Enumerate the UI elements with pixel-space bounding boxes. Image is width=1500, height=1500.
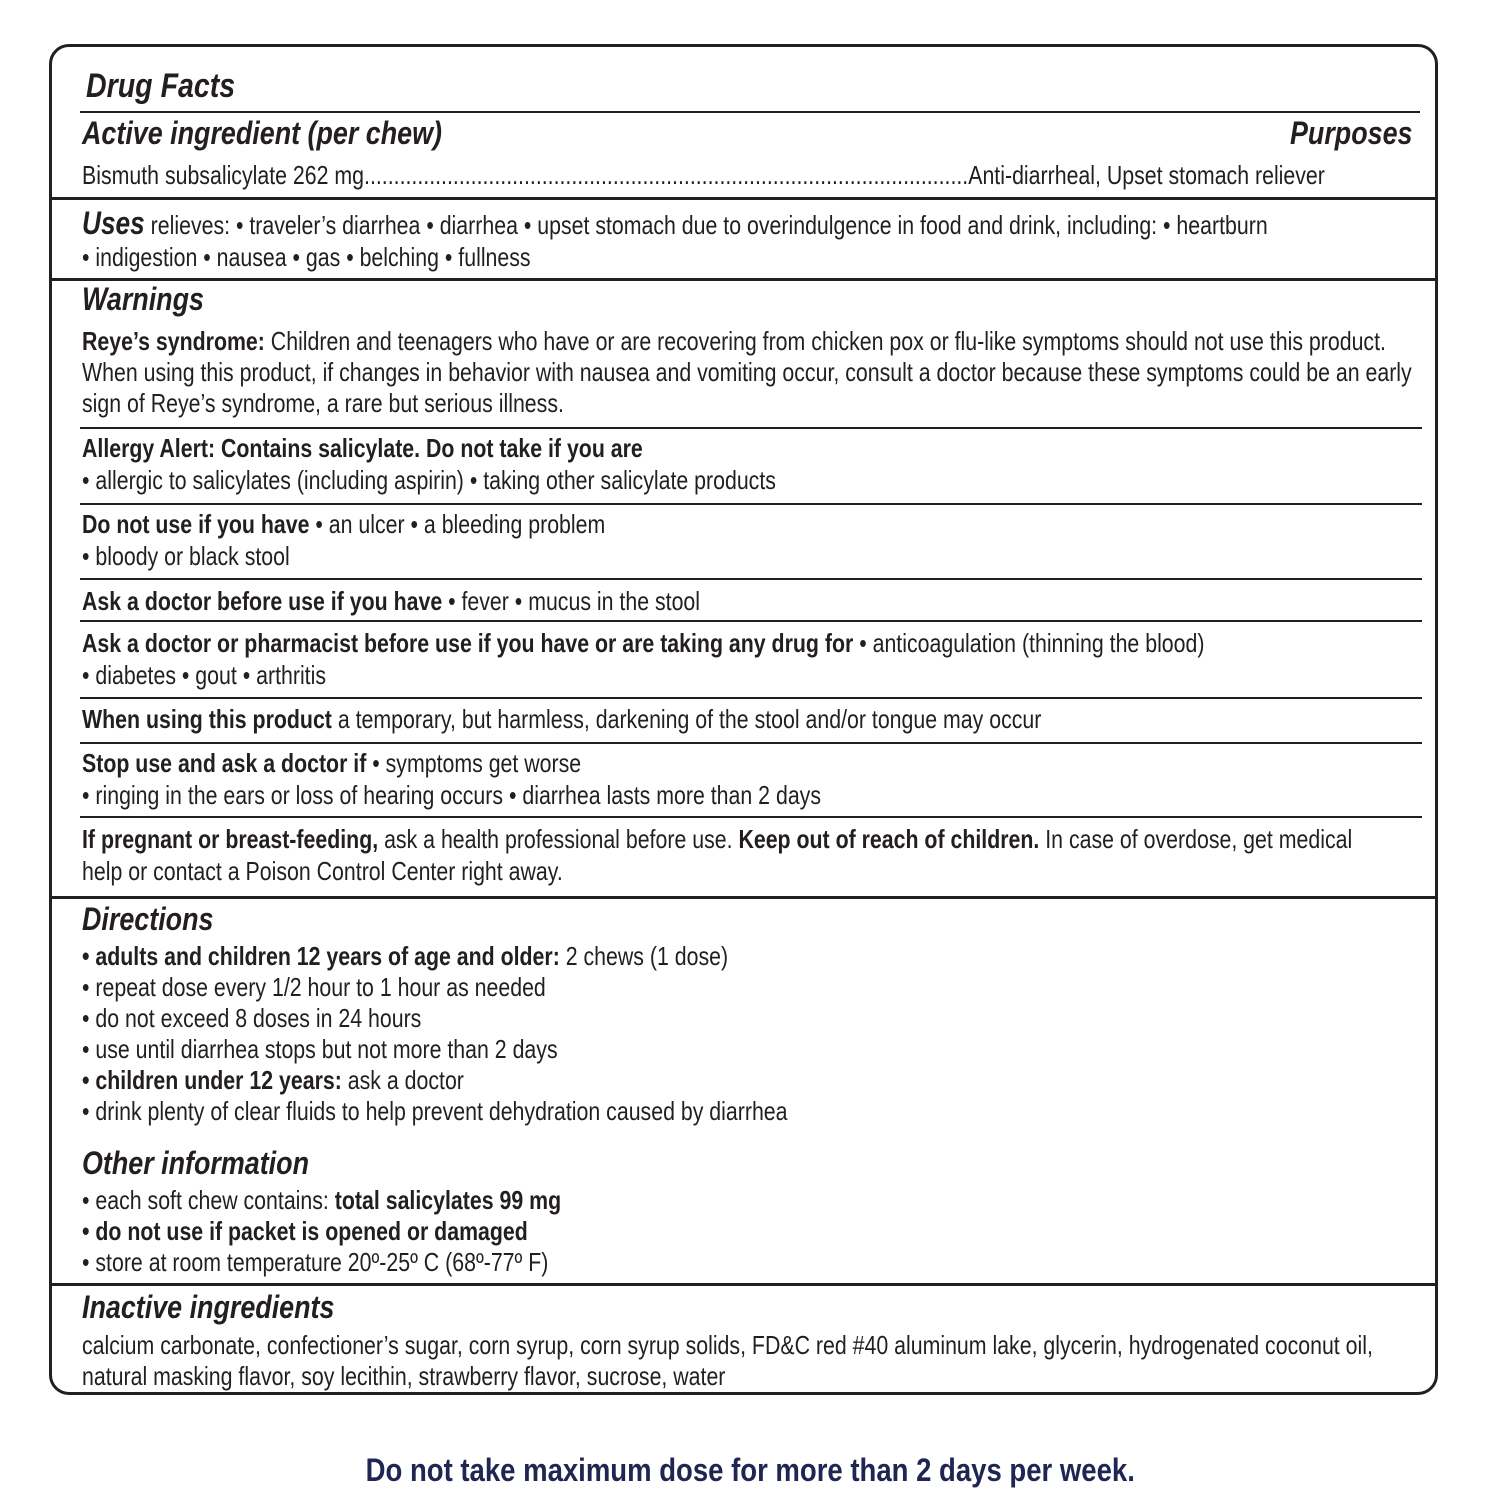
section-divider: [52, 1283, 1438, 1286]
directions-line-2: • repeat dose every 1/2 hour to 1 hour as needed: [82, 972, 546, 1002]
drug-facts-title: Drug Facts: [86, 67, 236, 105]
pregnant-line-2: help or contact a Poison Control Center right away.: [82, 856, 563, 886]
active-ingredient-row: [82, 162, 1325, 188]
warning-divider: [80, 816, 1422, 818]
stop-use-line-2: • ringing in the ears or loss of hearing occurs • diarrhea lasts more than 2 days: [82, 780, 821, 810]
allergy-alert-line-2: • allergic to salicylates (including aspirin) • taking other salicylate products: [82, 465, 776, 495]
do-not-use-line-2: • bloody or black stool: [82, 541, 290, 571]
section-divider: [52, 197, 1438, 200]
warning-divider: [80, 503, 1422, 505]
allergy-alert-line-1: Allergy Alert: Contains salicylate. Do not take if you are: [82, 433, 643, 463]
active-ingredient-name: Bismuth subsalicylate 262 mg: [82, 160, 365, 190]
warnings-heading: Warnings: [82, 281, 204, 317]
directions-line-4: • use until diarrhea stops but not more than 2 days: [82, 1034, 558, 1064]
inactive-ingredients-heading: Inactive ingredients: [82, 1289, 335, 1325]
reye-line-1: Reye’s syndrome: Children and teenagers who have or are recovering from chicken pox or flu-like symptoms should not use this product.: [82, 326, 1386, 356]
warning-divider: [80, 427, 1422, 429]
uses-line-2: • indigestion • nausea • gas • belching • fullness: [82, 242, 531, 272]
purposes-heading: Purposes: [1290, 115, 1413, 151]
inactive-ingredients-line-1: calcium carbonate, confectioner’s sugar, corn syrup, corn syrup solids, FD&C red #40 aluminum lake, glycerin, hydrogenated coconut oil,: [82, 1330, 1373, 1360]
ask-doctor-line: Ask a doctor before use if you have • fever • mucus in the stool: [82, 586, 701, 616]
section-divider: [52, 896, 1438, 899]
title-divider: [80, 111, 1420, 113]
reye-line-3: sign of Reye’s syndrome, a rare but serious illness.: [82, 388, 564, 418]
ask-pharmacist-line-1: Ask a doctor or pharmacist before use if you have or are taking any drug for • anticoagulation (thinning the blood): [82, 628, 1205, 658]
uses-heading: Uses: [82, 205, 145, 241]
warning-divider: [80, 620, 1422, 622]
active-ingredient-purpose: Anti-diarrheal, Upset stomach reliever: [968, 160, 1325, 190]
directions-line-1: • adults and children 12 years of age and older: 2 chews (1 dose): [82, 941, 729, 971]
active-ingredient-heading: Active ingredient (per chew): [82, 115, 442, 151]
stop-use-line-1: Stop use and ask a doctor if • symptoms get worse: [82, 748, 582, 778]
warning-divider: [80, 697, 1422, 699]
other-information-heading: Other information: [82, 1145, 309, 1181]
other-info-line-1: • each soft chew contains: total salicylates 99 mg: [82, 1185, 562, 1215]
directions-line-3: • do not exceed 8 doses in 24 hours: [82, 1003, 422, 1033]
directions-line-6: • drink plenty of clear fluids to help prevent dehydration caused by diarrhea: [82, 1096, 788, 1126]
warning-divider: [80, 578, 1422, 580]
uses-line-1: Uses relieves: • traveler’s diarrhea • diarrhea • upset stomach due to overindulgence in food and drink, including: • heartburn: [82, 205, 1268, 241]
max-dose-warning: Do not take maximum dose for more than 2 days per week.: [365, 1452, 1135, 1488]
warning-divider: [80, 742, 1422, 744]
leader-dots: ......................................................................................................: [364, 160, 969, 190]
when-using-line: When using this product a temporary, but harmless, darkening of the stool and/or tongue may occur: [82, 704, 1042, 734]
directions-line-5: • children under 12 years: ask a doctor: [82, 1065, 464, 1095]
drug-facts-panel: [49, 44, 1438, 1395]
pregnant-line-1: If pregnant or breast-feeding, ask a health professional before use. Keep out of reach of children. In case of overdose, get medical: [82, 824, 1353, 854]
other-info-line-3: • store at room temperature 20º-25º C (68º-77º F): [82, 1247, 549, 1277]
ask-pharmacist-line-2: • diabetes • gout • arthritis: [82, 660, 327, 690]
inactive-ingredients-line-2: natural masking flavor, soy lecithin, strawberry flavor, sucrose, water: [82, 1361, 726, 1391]
do-not-use-line-1: Do not use if you have • an ulcer • a bleeding problem: [82, 509, 606, 539]
directions-heading: Directions: [82, 901, 214, 937]
reye-line-2: When using this product, if changes in behavior with nausea and vomiting occur, consult a doctor because these symptoms could be an early: [82, 357, 1412, 387]
section-divider: [52, 278, 1438, 281]
other-info-line-2: • do not use if packet is opened or damaged: [82, 1216, 528, 1246]
